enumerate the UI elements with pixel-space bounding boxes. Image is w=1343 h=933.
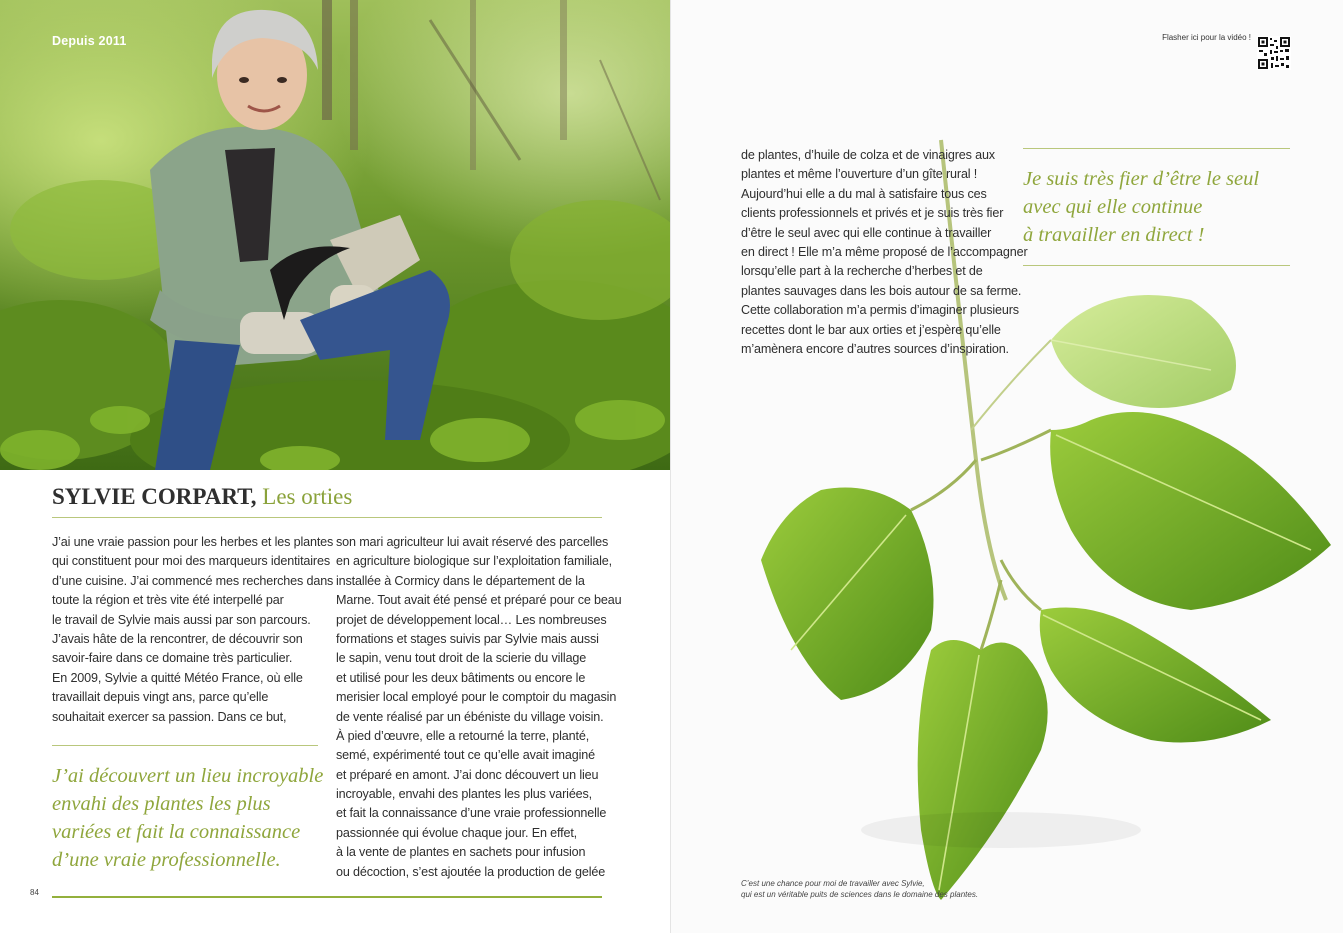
text-line: le sapin, venu tout droit de la scierie du village [336, 651, 587, 666]
quote-line: J’ai découvert un lieu incroyable [52, 765, 324, 787]
qr-label: Flasher ici pour la vidéo ! [1162, 33, 1251, 42]
quote-line: variées et fait la connaissance [52, 821, 301, 843]
text-line: merisier local employé pour le comptoir du magasin [336, 690, 617, 705]
text-line: plantes sauvages dans les bois autour de sa ferme. [741, 283, 1022, 298]
text-line: J’ai une vraie passion pour les herbes et les plantes [52, 535, 334, 549]
heading-rule [52, 517, 602, 518]
qr-code-icon[interactable] [1257, 36, 1291, 70]
text-line: travaillait depuis vingt ans, parce qu’elle [52, 690, 269, 705]
text-line: clients professionnels et privés et je suis très fier [741, 206, 1004, 221]
heading-name: SYLVIE CORPART, [52, 484, 257, 509]
heading-subtitle: Les orties [262, 484, 353, 509]
text-line: à la vente de plantes en sachets pour infusion [336, 845, 586, 860]
since-label: Depuis 2011 [52, 34, 127, 48]
pull-quote-right [1023, 165, 1259, 249]
text-line: en agriculture biologique sur l’exploitation familiale, [336, 554, 612, 569]
text-line: En 2009, Sylvie a quitté Météo France, où elle [52, 670, 303, 685]
text-line: et utilisé pour les deux bâtiments ou encore le [336, 670, 586, 685]
text-line: Marne. Tout avait été pensé et préparé pour ce beau [336, 593, 622, 608]
text-line: d’être le seul avec qui elle continue à travailler [741, 225, 992, 240]
quote-line: Je suis très fier d’être le seul [1023, 168, 1260, 190]
text-line: de vente réalisé par un ébéniste du village voisin. [336, 709, 604, 724]
article-heading [52, 484, 352, 510]
quote-line: à travailler en direct ! [1023, 224, 1205, 246]
text-line: de plantes, d’huile de colza et de vinaigres aux [741, 148, 995, 162]
portrait-photo [0, 0, 671, 470]
text-line: J’avais hâte de la rencontrer, de découvrir son [52, 631, 303, 646]
text-line: son mari agriculteur lui avait réservé des parcelles [336, 535, 609, 549]
text-column-2 [336, 533, 621, 882]
pull-quote-left [52, 762, 323, 874]
photo-caption [741, 878, 978, 900]
text-column-1 [52, 533, 333, 727]
text-line: formations et stages suivis par Sylvie mais aussi [336, 631, 599, 646]
text-line: recettes dont le bar aux orties et j’espère qu’elle [741, 322, 1001, 337]
text-line: installée à Cormicy dans le département de la [336, 573, 585, 588]
quote-rule-bottom [1023, 265, 1290, 266]
quote-line: d’une vraie professionnelle. [52, 849, 281, 871]
text-line: et fait la connaissance d’une vraie professionnelle [336, 806, 607, 821]
text-line: Aujourd’hui elle a du mal à satisfaire tous ces [741, 186, 987, 201]
quote-line: envahi des plantes les plus [52, 793, 271, 815]
quote-line: avec qui elle continue [1023, 196, 1203, 218]
text-line: et préparé en amont. J’ai donc découvert un lieu [336, 767, 599, 782]
text-line: semé, expérimenté tout ce qu’elle avait imaginé [336, 748, 595, 763]
text-line: Cette collaboration m’a permis d’imaginer plusieurs [741, 303, 1019, 318]
footer-rule [52, 896, 602, 898]
text-column-3 [741, 146, 1028, 359]
text-line: incroyable, envahi des plantes les plus variées, [336, 787, 593, 802]
caption-line: C’est une chance pour moi de travailler avec Sylvie, [741, 879, 925, 888]
text-line: lorsqu’elle part à la recherche d’herbes et de [741, 264, 983, 279]
caption-line: qui est un véritable puits de sciences dans le domaine des plantes. [741, 890, 979, 899]
text-line: passionnée qui évolue chaque jour. En effet, [336, 825, 578, 840]
text-line: ou décoction, s’est ajoutée la production de gelée [336, 864, 606, 879]
quote-rule [52, 745, 318, 746]
text-line: souhaitait exercer sa passion. Dans ce but, [52, 709, 287, 724]
text-line: plantes et même l’ouverture d’un gîte rural ! [741, 167, 978, 182]
text-line: À pied d’œuvre, elle a retourné la terre, planté, [336, 728, 590, 743]
left-page [0, 0, 671, 933]
text-line: le travail de Sylvie mais aussi par son parcours. [52, 612, 311, 627]
text-line: projet de développement local… Les nombreuses [336, 612, 607, 627]
text-line: m’amènera encore d’autres sources d’inspiration. [741, 341, 1009, 356]
text-line: savoir-faire dans ce domaine très particulier. [52, 651, 293, 666]
text-line: d’une cuisine. J’ai commencé mes recherches dans [52, 573, 334, 588]
text-line: en direct ! Elle m’a même proposé de l’accompagner [741, 244, 1028, 259]
page-number: 84 [30, 888, 39, 897]
text-line: toute la région et très vite été interpellé par [52, 593, 284, 608]
quote-rule-top [1023, 148, 1290, 149]
text-line: qui constituent pour moi des marqueurs identitaires [52, 554, 330, 569]
